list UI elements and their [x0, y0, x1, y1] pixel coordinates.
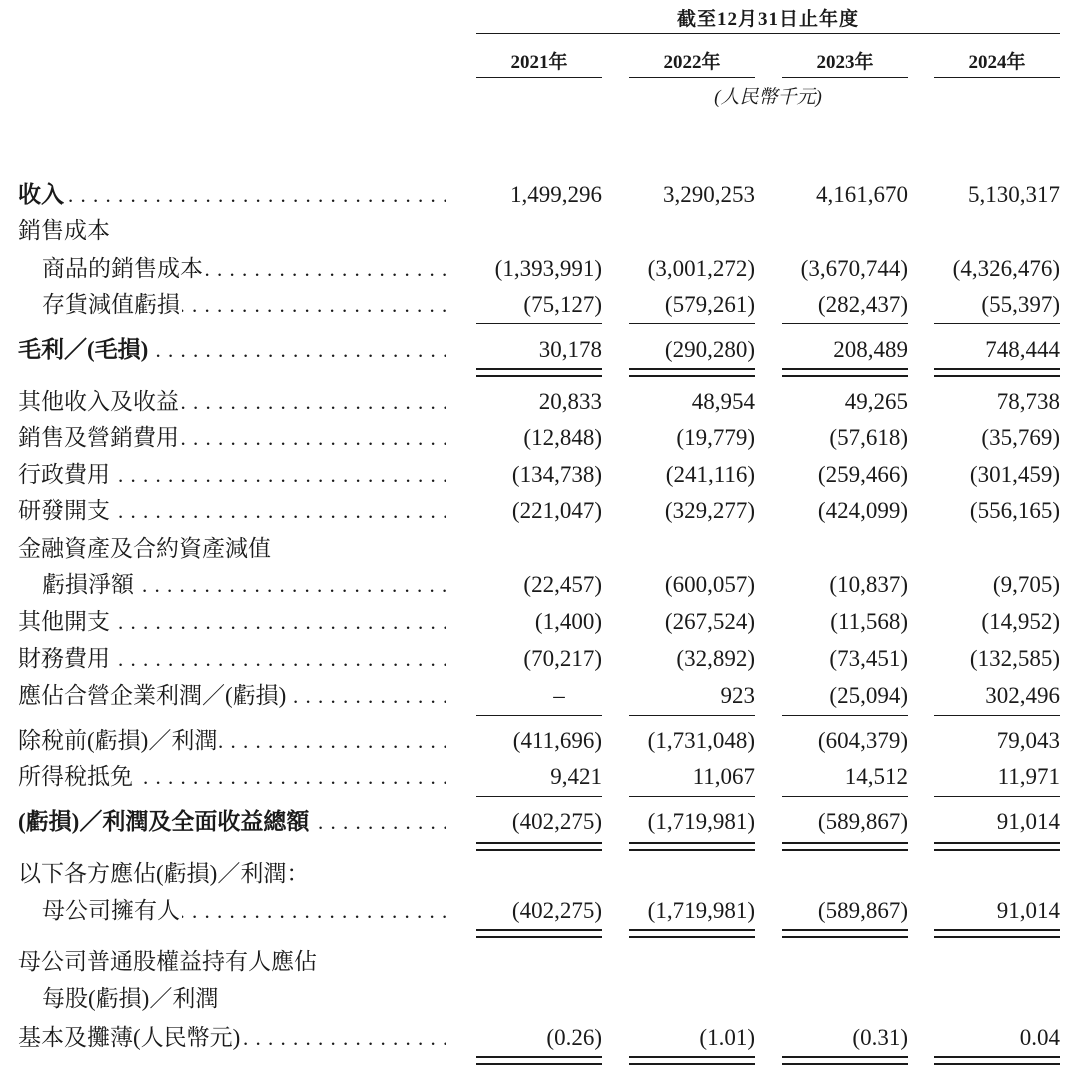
row-value: 9,421	[550, 764, 602, 789]
row-label	[18, 457, 446, 493]
year-header-2022: 2022年	[663, 52, 721, 73]
row-value: 748,444	[985, 337, 1060, 362]
row-value: (589,867)	[817, 898, 908, 923]
row-label-text: 財務費用	[18, 646, 110, 671]
row-value: 91,014	[996, 809, 1060, 834]
total-double-rule	[934, 929, 1060, 938]
row-value: (402,275)	[511, 898, 602, 923]
row-value: 1,499,296	[510, 182, 602, 207]
subtotal-rule	[629, 323, 755, 324]
row-value: (4,326,476)	[952, 256, 1060, 281]
row-value: (329,277)	[664, 498, 755, 523]
total-double-rule	[934, 368, 1060, 377]
row-label	[18, 332, 446, 368]
total-double-rule	[934, 842, 1060, 851]
row-label	[42, 893, 446, 929]
row-value: 78,738	[996, 389, 1060, 414]
subtotal-rule	[782, 796, 908, 797]
table-row	[0, 856, 1080, 892]
row-value: (290,280)	[664, 337, 755, 362]
row-value: (0.26)	[546, 1025, 602, 1050]
row-value: 3,290,253	[663, 182, 755, 207]
table-row	[0, 384, 1080, 420]
row-value: (1,400)	[534, 609, 602, 634]
row-value: (70,217)	[523, 646, 602, 671]
subtotal-rule	[629, 796, 755, 797]
row-value: (3,001,272)	[647, 256, 755, 281]
total-double-rule	[629, 842, 755, 851]
row-value: (411,696)	[512, 728, 602, 753]
row-value: 48,954	[691, 389, 755, 414]
table-row	[0, 420, 1080, 456]
table-row	[0, 457, 1080, 493]
row-value: (3,670,744)	[800, 256, 908, 281]
row-label	[18, 944, 446, 980]
row-value: (259,466)	[817, 462, 908, 487]
row-value: (424,099)	[817, 498, 908, 523]
row-value: (301,459)	[969, 462, 1060, 487]
row-label-text: 除稅前(虧損)／利潤	[18, 728, 218, 753]
year-header-2023: 2023年	[816, 52, 874, 73]
row-value: (600,057)	[664, 572, 755, 597]
total-double-rule	[629, 929, 755, 938]
row-label-text: 基本及攤薄(人民幣元)	[18, 1025, 241, 1050]
total-double-rule	[629, 368, 755, 377]
row-label	[18, 604, 446, 640]
year-rule	[629, 77, 755, 78]
row-value: (25,094)	[829, 683, 908, 708]
row-label	[18, 856, 446, 892]
row-label-text: 金融資產及合約資產減值	[18, 536, 271, 561]
currency-unit: (人民幣千元)	[714, 87, 822, 108]
row-label	[18, 723, 446, 759]
table-row	[0, 213, 1080, 249]
row-label-text: 行政費用	[18, 462, 110, 487]
row-label-text: 其他開支	[18, 609, 110, 634]
subtotal-rule	[934, 715, 1060, 716]
subtotal-rule	[476, 715, 602, 716]
row-value: (19,779)	[676, 425, 755, 450]
row-label-text: 存貨減值虧損	[42, 292, 180, 317]
table-row	[0, 804, 1080, 840]
row-value: (12,848)	[523, 425, 602, 450]
row-value: (22,457)	[523, 572, 602, 597]
row-value: 11,067	[692, 764, 755, 789]
row-value: 208,489	[833, 337, 908, 362]
year-rule	[782, 77, 908, 78]
row-value: (0.31)	[852, 1025, 908, 1050]
row-label-text: 母公司普通股權益持有人應佔	[18, 949, 317, 974]
row-label	[18, 804, 446, 840]
table-row	[0, 493, 1080, 529]
row-value: (55,397)	[981, 292, 1060, 317]
row-label-text: 其他收入及收益	[18, 389, 179, 414]
row-label	[18, 384, 446, 420]
row-label	[18, 678, 446, 714]
period-title: 截至12月31日止年度	[676, 9, 859, 30]
row-value: 91,014	[996, 898, 1060, 923]
table-row	[0, 332, 1080, 368]
row-value: (35,769)	[981, 425, 1060, 450]
row-label-text: 應佔合營企業利潤／(虧損)	[18, 683, 287, 708]
row-value: (604,379)	[817, 728, 908, 753]
total-double-rule	[476, 842, 602, 851]
table-row	[0, 944, 1080, 980]
row-value: (579,261)	[664, 292, 755, 317]
row-value: (11,568)	[830, 609, 908, 634]
row-label	[42, 981, 446, 1017]
subtotal-rule	[476, 796, 602, 797]
row-value: 0.04	[1019, 1025, 1060, 1050]
year-header-2021: 2021年	[510, 52, 568, 73]
row-value: 20,833	[538, 389, 602, 414]
row-label	[18, 531, 446, 567]
row-value: (221,047)	[511, 498, 602, 523]
row-value: (402,275)	[511, 809, 602, 834]
table-row	[0, 723, 1080, 759]
row-label	[42, 251, 446, 287]
row-label-text: 母公司擁有人	[42, 898, 180, 923]
table-row	[0, 981, 1080, 1017]
table-row	[0, 641, 1080, 677]
total-double-rule	[782, 929, 908, 938]
row-value: (9,705)	[992, 572, 1060, 597]
row-value: 5,130,317	[968, 182, 1060, 207]
row-value: –	[553, 683, 565, 708]
row-label	[42, 287, 446, 323]
row-label	[18, 177, 446, 213]
subtotal-rule	[934, 796, 1060, 797]
table-row	[0, 567, 1080, 603]
row-value: 302,496	[985, 683, 1060, 708]
table-row	[0, 604, 1080, 640]
row-label-text: 銷售成本	[18, 218, 110, 243]
row-label-text: 虧損淨額	[42, 572, 134, 597]
row-label-text: 收入	[18, 182, 64, 207]
row-label	[42, 567, 446, 603]
total-double-rule	[476, 368, 602, 377]
subtotal-rule	[782, 323, 908, 324]
total-double-rule	[629, 1056, 755, 1065]
row-label-text: 所得稅抵免	[18, 764, 133, 789]
row-label	[18, 1020, 446, 1056]
row-value: (1,719,981)	[647, 809, 755, 834]
table-row	[0, 1020, 1080, 1056]
row-label	[18, 759, 446, 795]
row-value: (75,127)	[523, 292, 602, 317]
row-label-text: 以下各方應佔(虧損)／利潤：	[18, 861, 310, 886]
row-label-text: 研發開支	[18, 498, 110, 523]
row-label-text: 銷售及營銷費用	[18, 425, 179, 450]
year-header-2024: 2024年	[968, 52, 1026, 73]
total-double-rule	[476, 1056, 602, 1065]
row-label-text: 毛利／(毛損)	[18, 337, 149, 362]
subtotal-rule	[934, 323, 1060, 324]
row-label-text: (虧損)／利潤及全面收益總額	[18, 809, 310, 834]
row-value: 79,043	[996, 728, 1060, 753]
row-value: (241,116)	[665, 462, 755, 487]
row-label	[18, 420, 446, 456]
row-value: (556,165)	[969, 498, 1060, 523]
row-label-text: 商品的銷售成本	[42, 256, 203, 281]
row-value: (1,719,981)	[647, 898, 755, 923]
total-double-rule	[934, 1056, 1060, 1065]
table-row	[0, 287, 1080, 323]
table-row	[0, 531, 1080, 567]
total-double-rule	[782, 368, 908, 377]
table-row	[0, 251, 1080, 287]
total-double-rule	[782, 842, 908, 851]
row-value: (14,952)	[981, 609, 1060, 634]
subtotal-rule	[629, 715, 755, 716]
row-value: (1.01)	[699, 1025, 755, 1050]
row-label	[18, 493, 446, 529]
row-value: 30,178	[538, 337, 602, 362]
row-label	[18, 213, 446, 249]
table-row	[0, 759, 1080, 795]
row-value: (267,524)	[664, 609, 755, 634]
row-value: (10,837)	[829, 572, 908, 597]
period-rule	[476, 33, 1060, 34]
row-value: (589,867)	[817, 809, 908, 834]
subtotal-rule	[782, 715, 908, 716]
row-value: 11,971	[997, 764, 1060, 789]
table-row	[0, 678, 1080, 714]
year-rule	[476, 77, 602, 78]
subtotal-rule	[476, 323, 602, 324]
row-label-text: 每股(虧損)／利潤	[42, 986, 219, 1011]
row-value: 14,512	[844, 764, 908, 789]
row-label	[18, 641, 446, 677]
table-row	[0, 177, 1080, 213]
total-double-rule	[476, 929, 602, 938]
row-value: (132,585)	[969, 646, 1060, 671]
row-value: 49,265	[844, 389, 908, 414]
row-value: (1,731,048)	[647, 728, 755, 753]
row-value: (1,393,991)	[494, 256, 602, 281]
row-value: (134,738)	[511, 462, 602, 487]
row-value: (73,451)	[829, 646, 908, 671]
total-double-rule	[782, 1056, 908, 1065]
row-value: (57,618)	[829, 425, 908, 450]
row-value: (282,437)	[817, 292, 908, 317]
row-value: 923	[720, 683, 755, 708]
year-rule	[934, 77, 1060, 78]
row-value: (32,892)	[676, 646, 755, 671]
row-value: 4,161,670	[816, 182, 908, 207]
table-row	[0, 893, 1080, 929]
